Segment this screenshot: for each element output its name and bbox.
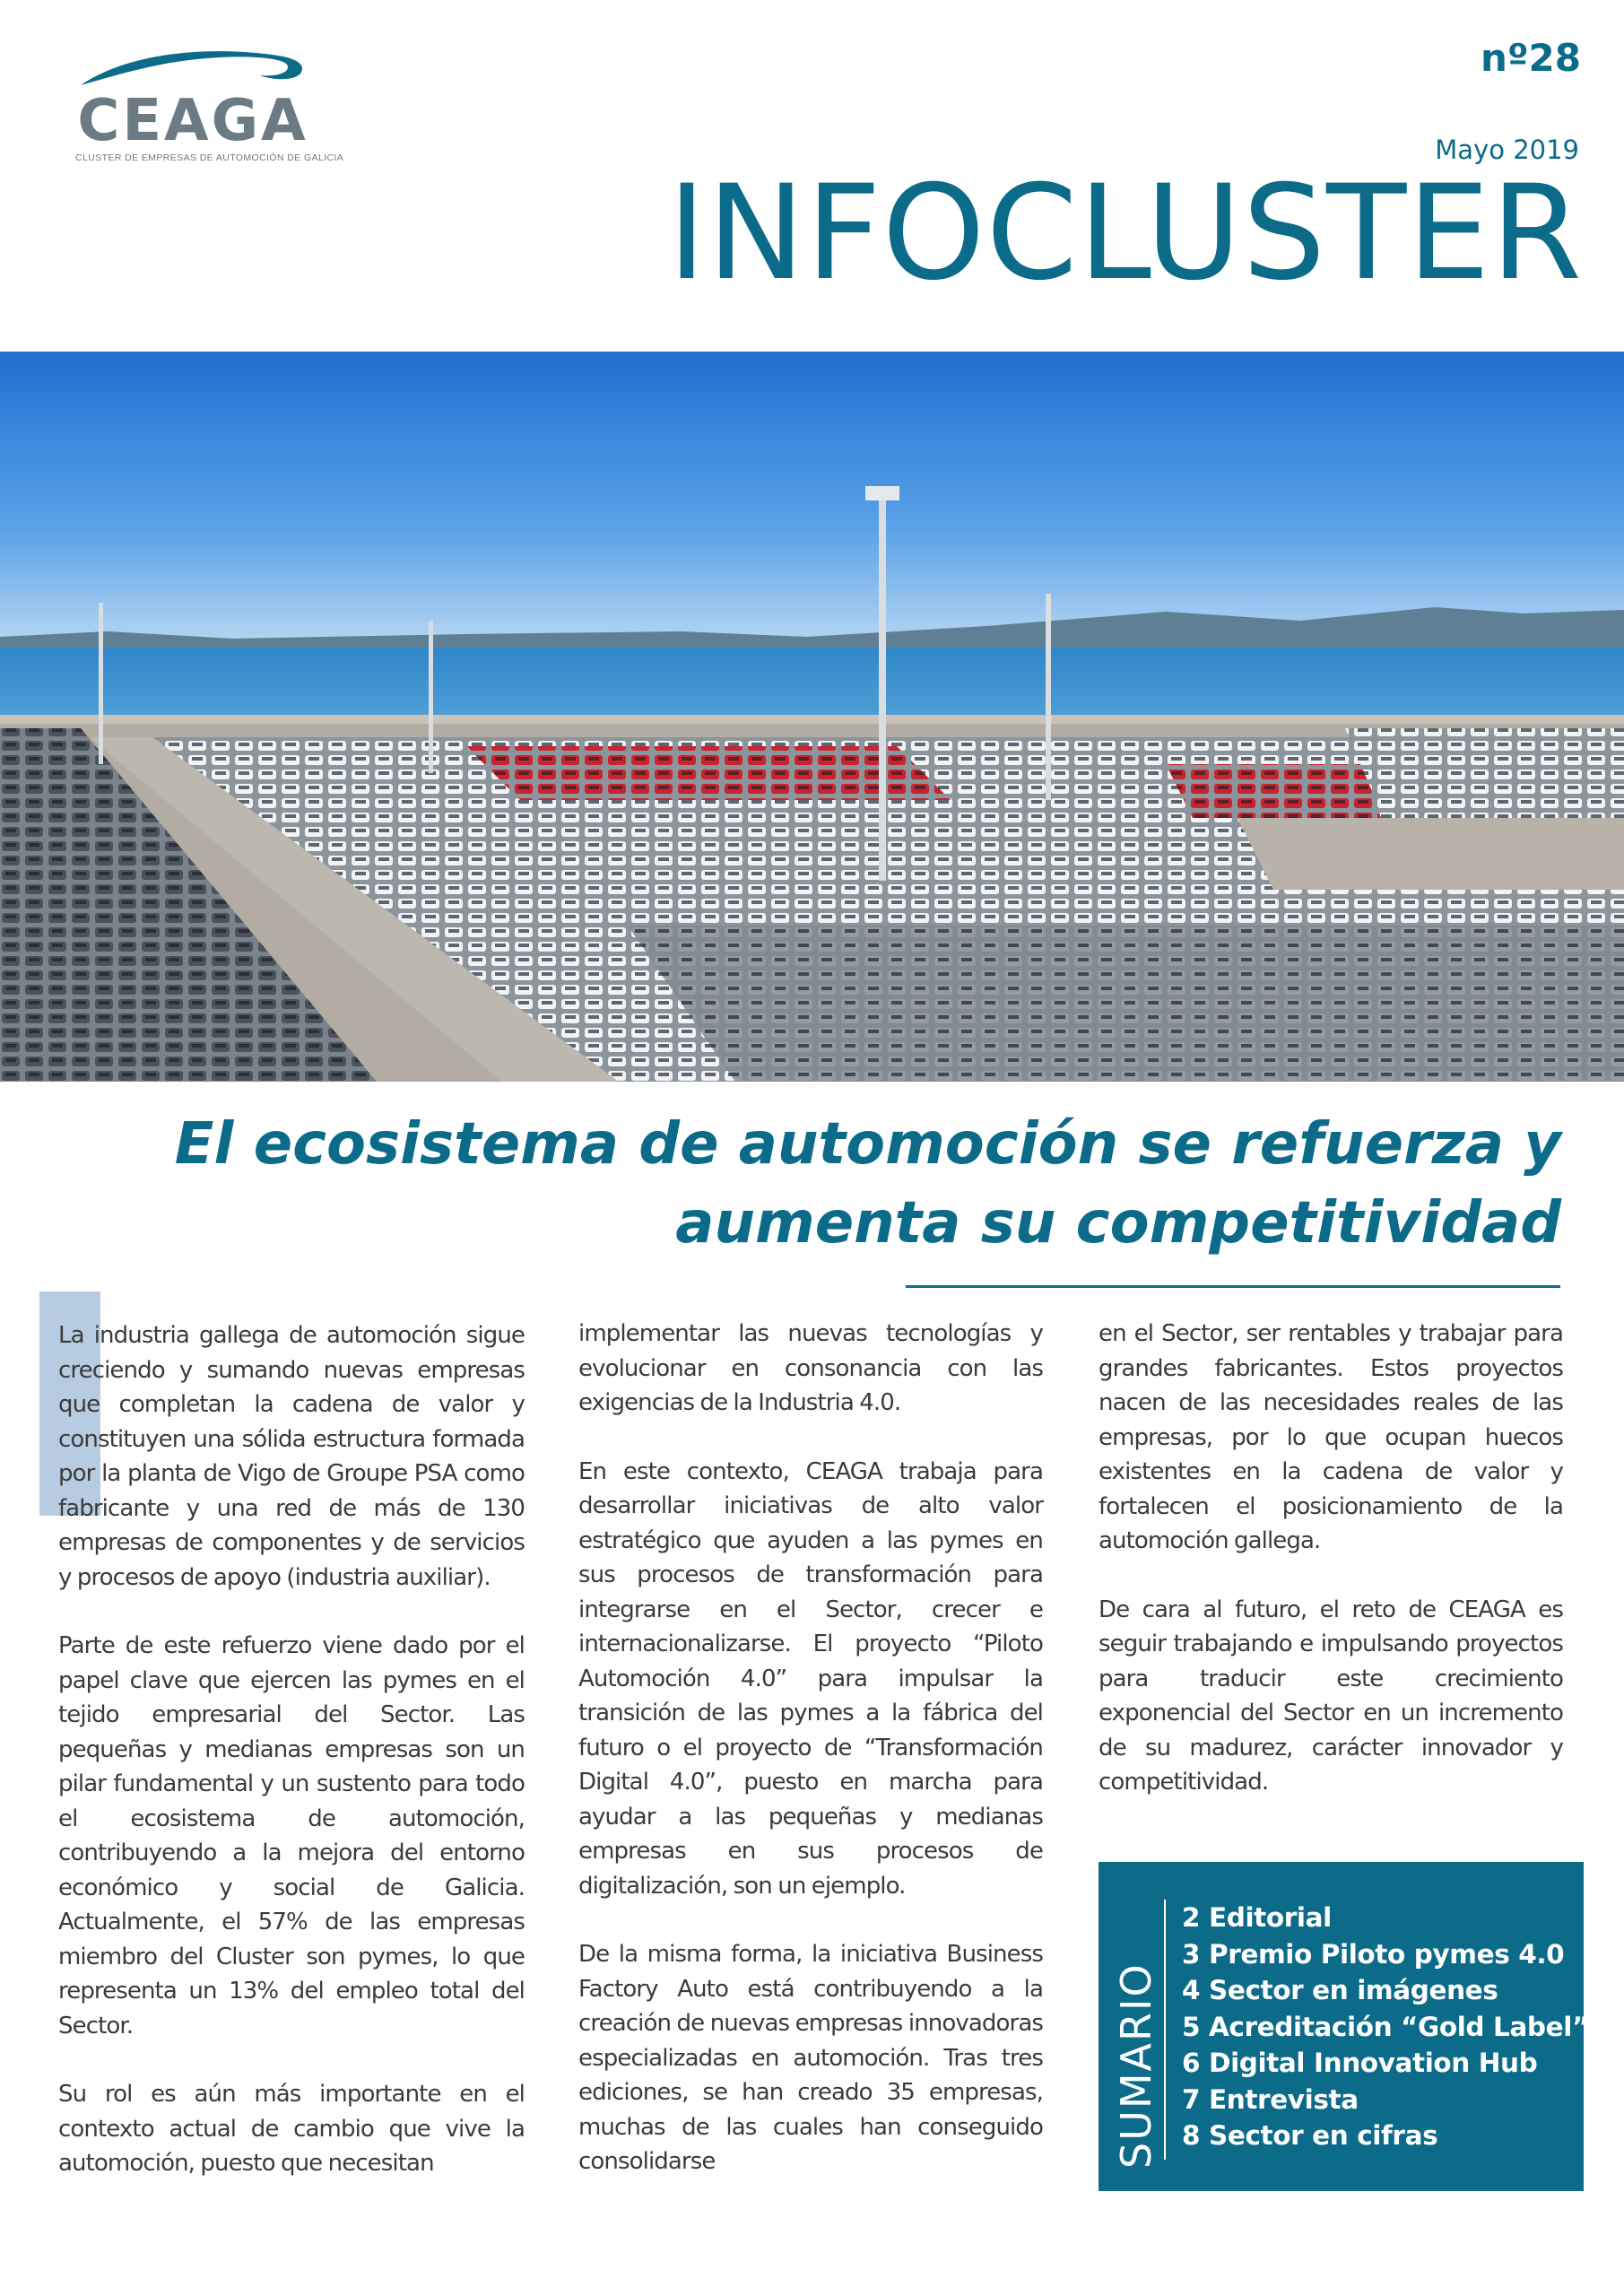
cover-photo	[0, 352, 1624, 1082]
car-port-photo-icon	[0, 352, 1624, 1082]
article-headline	[72, 1105, 1561, 1263]
paragraph: De cara al futuro, el reto de CEAGA es seguir trabajando e impulsando proyectos para traducir este crecimiento exponencial del Sector en un incremento de su madurez, carácter innovador y competitividad.	[1099, 1596, 1563, 1796]
issue-number: nº28	[1480, 36, 1581, 80]
summary-divider	[1164, 1900, 1166, 2160]
summary-item-sector-cifras[interactable]: 8 Sector en cifras	[1182, 2120, 1438, 2151]
logo-tagline: CLUSTER DE EMPRESAS DE AUTOMOCIÓN DE GALICIA	[75, 152, 344, 163]
summary-list	[1182, 1900, 1589, 2154]
article-column-3	[1099, 1317, 1563, 1800]
paragraph: De la misma forma, la iniciativa Business Factory Auto está contribuyendo a la creación de nuevas empresas innovadoras especializadas en automoción. Tras tres ediciones, se han creado 35 empresas, muchas de las cuales han conseguido consolidarse	[578, 1941, 1043, 2175]
headline-line-2: aumenta su competitividad	[675, 1190, 1561, 1257]
summary-item-acreditacion[interactable]: 5 Acreditación “Gold Label”	[1182, 2011, 1589, 2042]
article-column-2	[578, 1317, 1043, 2179]
paragraph: En este contexto, CEAGA trabaja para desarrollar iniciativas de alto valor estratégico que ayuden a las pymes en sus procesos de transformación para integrarse en el Sector, crecer e internacionalizarse. El proyecto “Piloto Automoción 4.0” para impulsar la transición de las pymes a la fábrica del futuro o el proyecto de “Transformación Digital 4.0”, puesto en marcha para ayudar a las pequeñas y medianas empresas en sus procesos de digitalización, son un ejemplo.	[578, 1457, 1043, 1900]
paragraph: implementar las nuevas tecnologías y evolucionar en consonancia con las exigencias de la Industria 4.0.	[578, 1320, 1043, 1416]
magazine-title: INFOCLUSTER	[667, 157, 1583, 309]
summary-item-premio[interactable]: 3 Premio Piloto pymes 4.0	[1182, 1938, 1565, 1970]
paragraph: Parte de este refuerzo viene dado por el papel clave que ejercen las pymes en el tejido empresarial del Sector. Las pequeñas y medianas empresas son un pilar fundamental y un sustento para todo el ecosistema de automoción, contribuyendo a la mejora del entorno económico y social de Galicia. Actualmente, el 57% de las empresas miembro del Cluster son pymes, lo que representa un 13% del empleo total del Sector.	[58, 1632, 525, 2039]
summary-item-digital-hub[interactable]: 6 Digital Innovation Hub	[1182, 2048, 1538, 2078]
headline-underline	[906, 1285, 1560, 1288]
logo-wordmark: CEAGA	[77, 88, 308, 154]
paragraph: en el Sector, ser rentables y trabajar para grandes fabricantes. Estos proyectos nacen de las necesidades reales de las empresas, por lo que ocupan huecos existentes en la cadena de valor y fortalecen el posicionamiento de la automoción gallega.	[1099, 1320, 1563, 1554]
paragraph: Su rol es aún más importante en el contexto actual de cambio que vive la automoción, puesto que necesitan	[58, 2081, 525, 2177]
issue-date: Mayo 2019	[1435, 135, 1579, 165]
summary-item-editorial[interactable]: 2 Editorial	[1182, 1902, 1332, 1933]
summary-item-sector-imagenes[interactable]: 4 Sector en imágenes	[1182, 1975, 1498, 2005]
summary-label: SUMARIO	[1112, 1962, 1160, 2169]
ceaga-logo	[72, 45, 344, 170]
article-column-1	[58, 1318, 525, 2181]
summary-item-entrevista[interactable]: 7 Entrevista	[1182, 2083, 1359, 2115]
paragraph: La industria gallega de automoción sigue creciendo y sumando nuevas empresas que completan la cadena de valor y constituyen una sólida estructura formada por la planta de Vigo de Groupe PSA como fabricante y una red de más de 130 empresas de componentes y de servicios y procesos de apoyo (industria auxiliar).	[58, 1322, 525, 1591]
headline-line-1: El ecosistema de automoción se refuerza y	[174, 1111, 1561, 1178]
